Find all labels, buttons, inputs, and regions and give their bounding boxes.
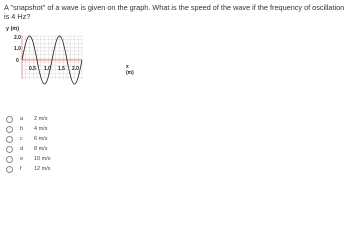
- x-tick-1-0: 1.0: [44, 66, 51, 72]
- x-tick-2-0: 2.0: [72, 66, 79, 72]
- option-answer: 8 m/s: [34, 146, 48, 152]
- option-letter: c: [20, 136, 23, 142]
- option-b[interactable]: [6, 126, 126, 136]
- x-tick-1-5: 1.5: [58, 66, 65, 72]
- option-c[interactable]: [6, 136, 126, 146]
- y-tick-1: 1.0: [14, 46, 21, 52]
- option-letter: e: [20, 156, 24, 162]
- radio-button[interactable]: [6, 156, 13, 163]
- question-text: A "snapshot" of a wave is given on the graph. What is the speed of the wave if the frequency of oscillation is 4 Hz?: [4, 3, 345, 21]
- radio-button[interactable]: [6, 146, 13, 153]
- y-axis-label: y (m): [6, 26, 20, 32]
- y-tick-0: 0: [16, 58, 19, 64]
- x-tick-0-5: 0.5: [29, 66, 36, 72]
- option-answer: 10 m/s: [34, 156, 51, 162]
- wave-graph: [0, 17, 134, 83]
- option-answer: 2 m/s: [34, 116, 48, 122]
- option-a[interactable]: [6, 116, 126, 126]
- option-e[interactable]: [6, 156, 126, 166]
- wave-plot: [0, 17, 130, 83]
- option-f[interactable]: [6, 166, 126, 176]
- y-tick-2: 2.0: [14, 35, 21, 41]
- option-letter: b: [20, 126, 24, 132]
- option-letter: d: [20, 146, 24, 152]
- radio-button[interactable]: [6, 126, 13, 133]
- option-answer: 6 m/s: [34, 136, 48, 142]
- option-d[interactable]: [6, 146, 126, 156]
- option-answer: 4 m/s: [34, 126, 48, 132]
- option-letter: f: [20, 166, 22, 172]
- x-axis-label: x (m): [126, 64, 134, 76]
- radio-button[interactable]: [6, 136, 13, 143]
- option-answer: 12 m/s: [34, 166, 51, 172]
- option-letter: a: [20, 116, 24, 122]
- radio-button[interactable]: [6, 166, 13, 173]
- radio-button[interactable]: [6, 116, 13, 123]
